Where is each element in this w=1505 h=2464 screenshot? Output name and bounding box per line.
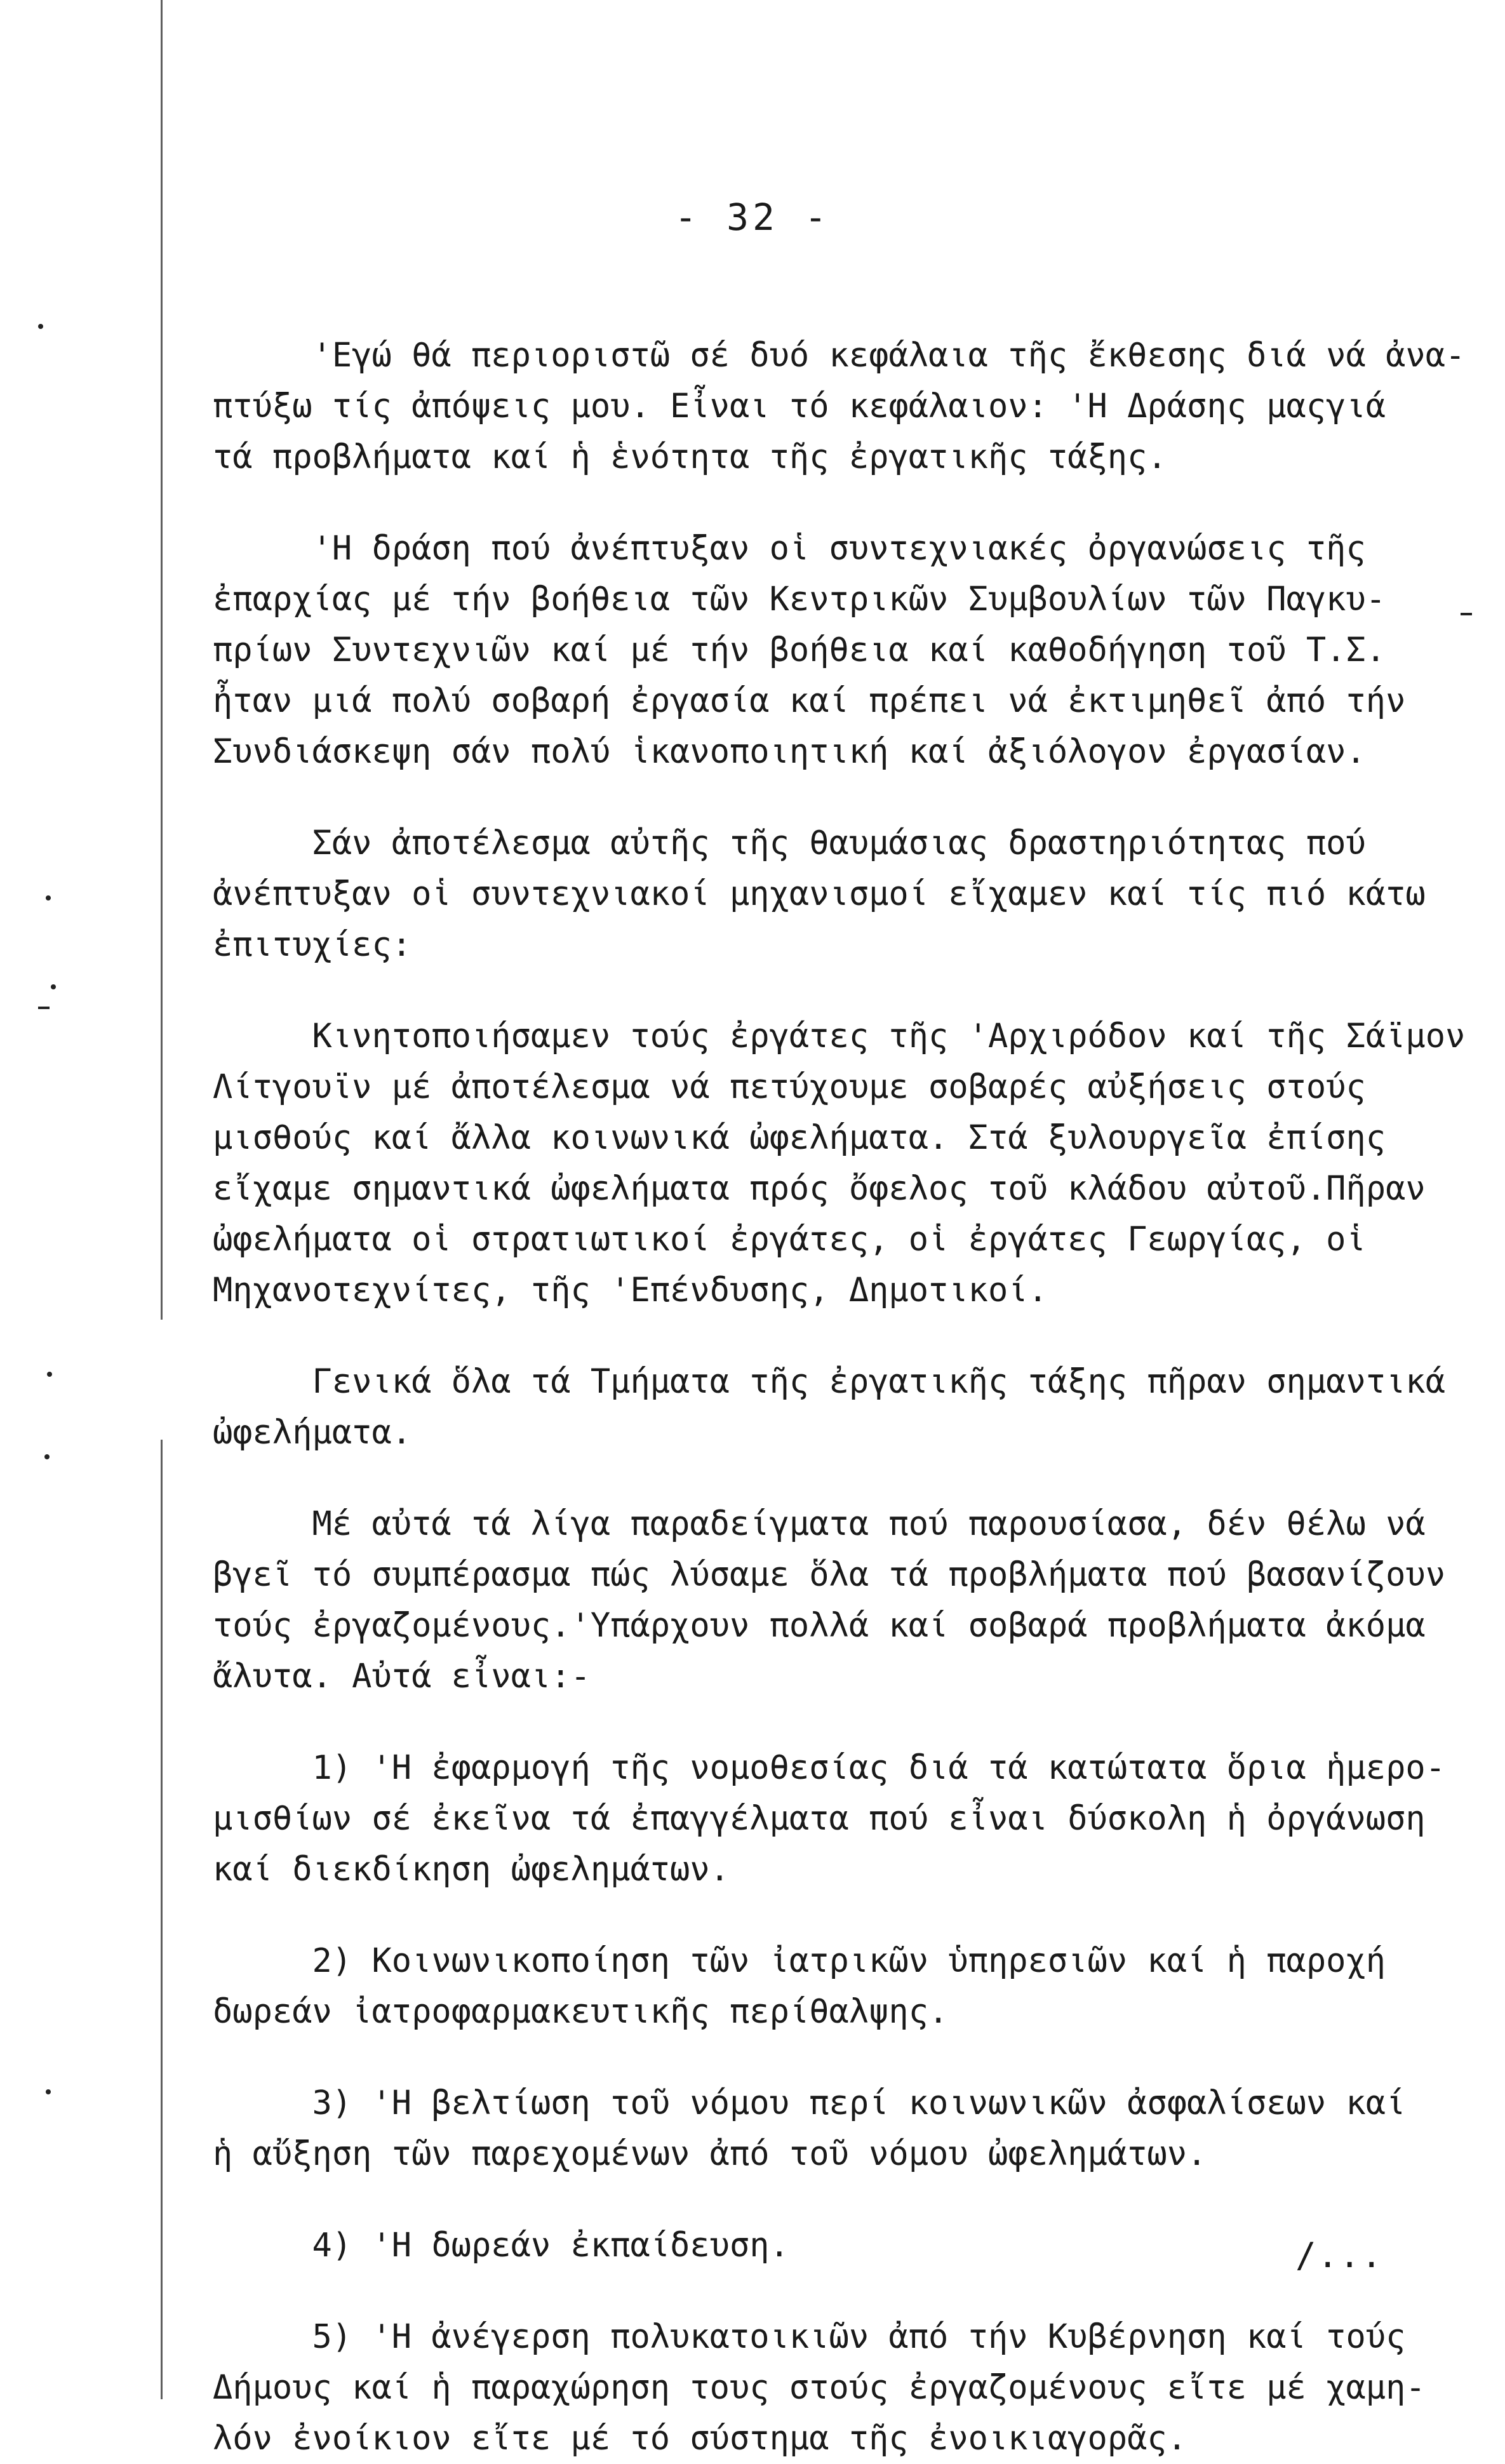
paragraph-gap <box>213 2037 1457 2078</box>
paragraph <box>213 2078 1457 2179</box>
text-line: 4) 'Η δωρεάν ἐκπαίδευση. <box>213 2226 789 2265</box>
text-line: Λίτγουϊν μέ ἀποτέλεσμα νά πετύχουμε σοβαρές αὐξήσεις στούς <box>213 1068 1366 1106</box>
text-line: πρίων Συντεχνιῶν καί μέ τήν βοήθεια καί καθοδήγηση τοῦ Τ.Σ. <box>213 631 1386 669</box>
text-line: Μέ αὐτά τά λίγα παραδείγματα πού παρουσίασα, δέν θέλω νά <box>213 1505 1426 1543</box>
text-line: 3) 'Η βελτίωση τοῦ νόμου περί κοινωνικῶν ἀσφαλίσεων καί <box>213 2084 1406 2122</box>
text-line: ὠφελήματα. <box>213 1414 412 1452</box>
text-line: τά προβλήματα καί ἡ ἑνότητα τῆς ἐργατικῆς τάξης. <box>213 438 1167 476</box>
scan-mark <box>38 1007 50 1009</box>
paragraph <box>213 1743 1457 1895</box>
scan-speck <box>46 2089 51 2094</box>
text-line: 'Η δράση πού ἀνέπτυξαν οἱ συντεχνιακές ὀργανώσεις τῆς <box>213 530 1366 568</box>
paragraph-gap <box>213 2271 1457 2312</box>
text-line: μισθίων σέ ἐκεῖνα τά ἐπαγγέλματα πού εἶναι δύσκολη ἡ ὀργάνωση <box>213 1800 1426 1838</box>
paragraph-gap <box>213 483 1457 523</box>
paragraph-gap <box>213 1458 1457 1499</box>
text-line: ἦταν μιά πολύ σοβαρή ἐργασία καί πρέπει νά ἐκτιμηθεῖ ἀπό τήν <box>213 682 1406 720</box>
paragraph <box>213 2312 1457 2464</box>
text-line: ἀνέπτυξαν οἱ συντεχνιακοί μηχανισμοί εἴχαμεν καί τίς πιό κάτω <box>213 875 1426 913</box>
scan-mark <box>1461 613 1472 615</box>
paragraph-gap <box>213 2179 1457 2220</box>
paragraph-gap <box>213 1702 1457 1743</box>
text-line: Σάν ἀποτέλεσμα αὐτῆς τῆς θαυμάσιας δραστηριότητας πού <box>213 824 1366 862</box>
text-line: μισθούς καί ἄλλα κοινωνικά ὠφελήματα. Στά ξυλουργεῖα ἐπίσης <box>213 1119 1386 1157</box>
text-line: Κινητοποιήσαμεν τούς ἐργάτες τῆς 'Αρχιρόδον καί τῆς Σάϊμον <box>213 1017 1466 1055</box>
paragraph-gap <box>213 970 1457 1011</box>
text-line: Μηχανοτεχνίτες, τῆς 'Επένδυσης, Δημοτικοί. <box>213 1271 1048 1309</box>
text-line: ἐπιτυχίες: <box>213 926 412 964</box>
paragraph <box>213 330 1466 483</box>
text-line: 1) 'Η ἐφαρμογή τῆς νομοθεσίας διά τά κατώτατα ὅρια ἡμερο- <box>213 1749 1446 1787</box>
text-line: καί διεκδίκηση ὠφελημάτων. <box>213 1851 730 1889</box>
text-line: Συνδιάσκεψη σάν πολύ ἱκανοποιητική καί ἀξιόλογον ἐργασίαν. <box>213 733 1366 771</box>
paragraph <box>213 2220 1457 2271</box>
text-line: δωρεάν ἰατροφαρμακευτικῆς περίθαλψης. <box>213 1993 949 2031</box>
scan-speck <box>44 1454 50 1459</box>
page-number: - 32 - <box>674 196 831 239</box>
paragraph <box>213 1936 1457 2037</box>
document-body <box>213 330 1466 2464</box>
text-line: 'Εγώ θά περιοριστῶ σέ δυό κεφάλαια τῆς ἔκθεσης διά νά ἀνα- <box>213 337 1466 375</box>
paragraph <box>213 523 1457 777</box>
continuation-mark: /... <box>1295 2235 1384 2275</box>
paragraph <box>213 1356 1457 1458</box>
text-line: ὠφελήματα οἱ στρατιωτικοί ἐργάτες, οἱ ἐργάτες Γεωργίας, οἱ <box>213 1221 1366 1259</box>
text-line: ἡ αὔξηση τῶν παρεχομένων ἀπό τοῦ νόμου ὠφελημάτων. <box>213 2135 1207 2173</box>
text-line: βγεῖ τό συμπέρασμα πώς λύσαμε ὅλα τά προβλήματα πού βασανίζουν <box>213 1556 1446 1594</box>
text-line: Γενικά ὅλα τά Τμήματα τῆς ἐργατικῆς τάξης πῆραν σημαντικά <box>213 1363 1446 1401</box>
text-line: 5) 'Η ἀνέγερση πολυκατοικιῶν ἀπό τήν Κυβέρνηση καί τούς <box>213 2318 1406 2356</box>
paragraph <box>213 1011 1466 1316</box>
paragraph-gap <box>213 1895 1457 1936</box>
text-line: πτύξω τίς ἀπόψεις μου. Εἶναι τό κεφάλαιον: 'Η Δράσης μαςγιά <box>213 387 1386 425</box>
paragraph <box>213 1499 1457 1702</box>
text-line: 2) Κοινωνικοποίηση τῶν ἰατρικῶν ὑπηρεσιῶν καί ἡ παροχή <box>213 1942 1386 1980</box>
left-margin-line <box>161 0 163 2399</box>
paragraph <box>213 818 1457 970</box>
paragraph-gap <box>213 1316 1457 1356</box>
text-line: τούς ἐργαζομένους.'Υπάρχουν πολλά καί σοβαρά προβλήματα ἀκόμα <box>213 1607 1426 1645</box>
scan-speck <box>38 324 43 329</box>
text-line: Δήμους καί ἡ παραχώρηση τους στούς ἐργαζομένους εἴτε μέ χαμη- <box>213 2369 1426 2407</box>
text-line: ἐπαρχίας μέ τήν βοήθεια τῶν Κεντρικῶν Συμβουλίων τῶν Παγκυ- <box>213 580 1386 619</box>
scan-speck <box>47 1372 52 1377</box>
scan-speck <box>46 895 51 901</box>
text-line: εἴχαμε σημαντικά ὠφελήματα πρός ὄφελος τοῦ κλάδου αὐτοῦ.Πῆραν <box>213 1170 1426 1208</box>
paragraph-gap <box>213 777 1457 818</box>
text-line: ἄλυτα. Αὐτά εἶναι:- <box>213 1657 591 1696</box>
text-line: λόν ἐνοίκιον εἴτε μέ τό σύστημα τῆς ἐνοικιαγορᾶς. <box>213 2420 1187 2458</box>
scan-speck <box>51 984 56 989</box>
